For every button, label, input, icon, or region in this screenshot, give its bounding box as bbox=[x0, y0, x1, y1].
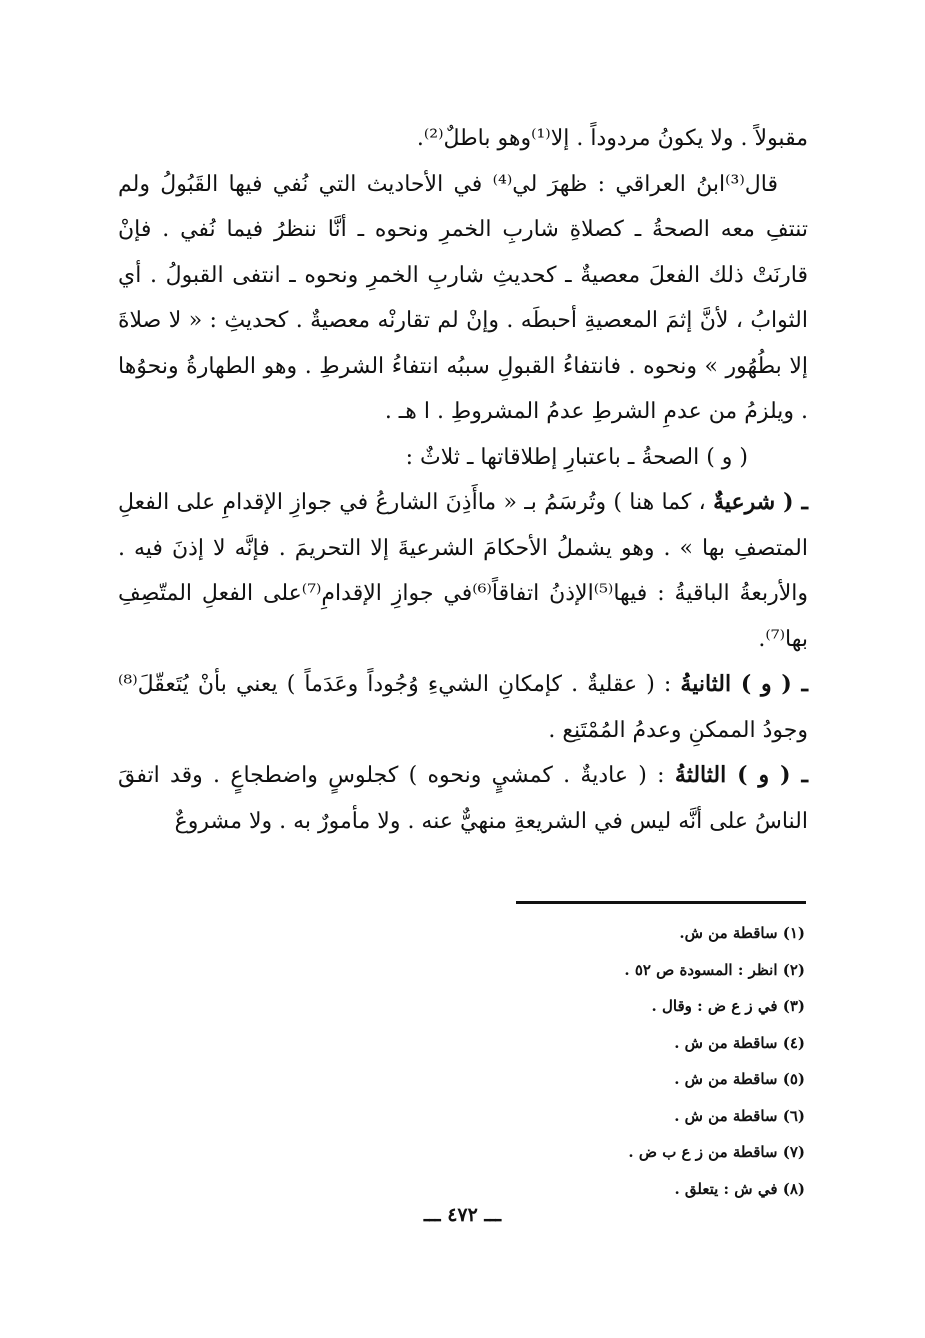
footnote-8: (٨) في ش : يتعلق . bbox=[674, 1179, 805, 1198]
paragraph-1: مقبولاً . ولا يكونُ مردوداً . إلا⁽¹⁾وهو باطلٌ⁽²⁾. bbox=[416, 126, 808, 151]
footnote-1: (١) ساقطة من ش. bbox=[679, 924, 805, 942]
paragraph-5 bbox=[118, 662, 808, 753]
footnote-3: (٣) في ز ع ض : وقال . bbox=[651, 997, 805, 1015]
footnote-divider bbox=[516, 901, 806, 904]
paragraph-6-lead: ـ ( و ) الثالثةُ bbox=[674, 762, 808, 788]
footnote-6: (٦) ساقطة من ش . bbox=[674, 1106, 805, 1125]
paragraph-4 bbox=[118, 480, 808, 662]
paragraph-5-lead: ـ ( و ) الثانيةُ bbox=[680, 671, 808, 697]
paragraph-3: ( و ) الصحةُ ـ باعتبارِ إطلاقاتها ـ ثلاثٌ : bbox=[405, 444, 748, 470]
paragraph-5-text: : ( عقليةٌ . كإمكانِ الشيءِ وُجُوداً وعَدَماً ) يعني بأنْ يُتَعقّلَ⁽⁸⁾وجودُ الممكنِ وعدمُ المُمْتَنِع . bbox=[118, 672, 808, 743]
paragraph-4-text: ، كما هنا ) وتُرسَمُ بـ « ماأَذِنَ الشارعُ في جوازِ الإقدامِ على الفعلِ المتصفِ بها » . وهو يشملُ الأحكامَ الشرعيةَ إلا التحريمَ . فإنَّه لا إذنَ فيه . والأربعةُ الباقيةُ : فيها⁽⁵⁾الإذنُ اتفاقاً⁽⁶⁾في جوازِ الإقدامِ⁽⁷⁾على الفعلِ المتّصِفِ بها⁽⁷⁾. bbox=[118, 490, 808, 652]
footnote-7: (٧) ساقطة من ز ع ب ض . bbox=[628, 1143, 805, 1161]
paragraph-6 bbox=[118, 753, 808, 844]
footnotes bbox=[385, 915, 805, 1207]
body-text bbox=[118, 116, 808, 844]
page-number: ـــ ٤٧٢ ـــ bbox=[423, 1204, 502, 1226]
footnote-4: (٤) ساقطة من ش . bbox=[674, 1033, 805, 1052]
footnote-5: (٥) ساقطة من ش . bbox=[674, 1070, 805, 1088]
paragraph-6-text: : ( عاديةٌ . كمشيٍ ونحوه ) كجلوسٍ واضطجاعٍ . وقد اتفقَ الناسُ على أنَّه ليس في الشريعةِ منهيٌّ عنه . ولا مأمورٌ به . ولا مشروعٌ bbox=[118, 763, 808, 834]
paragraph-2: قال⁽³⁾ابنُ العراقي : ظهرَ لي⁽⁴⁾ في الأحاديث التي نُفي فيها القَبُولُ ولم تنتفِ معه الصحةُ ـ كصلاةِ شاربِ الخمرِ ونحوه ـ أنَّا ننظرُ فيما نُفي . فإنْ قارنَتْ ذلك الفعلَ معصيةٌ ـ كحديثِ شاربِ الخمرِ ونحوه ـ انتفى القبولُ . أي الثوابُ ، لأنَّ إثمَ المعصيةِ أحبطَه . وإنْ لم تقارنْه معصيةٌ . كحديثِ : « لا صلاةَ إلا بطُهُور » ونحوه . فانتفاءُ القبولِ سببُه انتفاءُ الشرطِ . وهو الطهارةُ ونحوُها . ويلزمُ من عدمِ الشرطِ عدمُ المشروطِ . ا هـ . bbox=[118, 171, 808, 424]
paragraph-4-lead: ـ ( شرعيةٌ bbox=[713, 489, 808, 515]
footnote-2: (٢) انظر : المسودة ص ٥٢ . bbox=[624, 960, 805, 979]
